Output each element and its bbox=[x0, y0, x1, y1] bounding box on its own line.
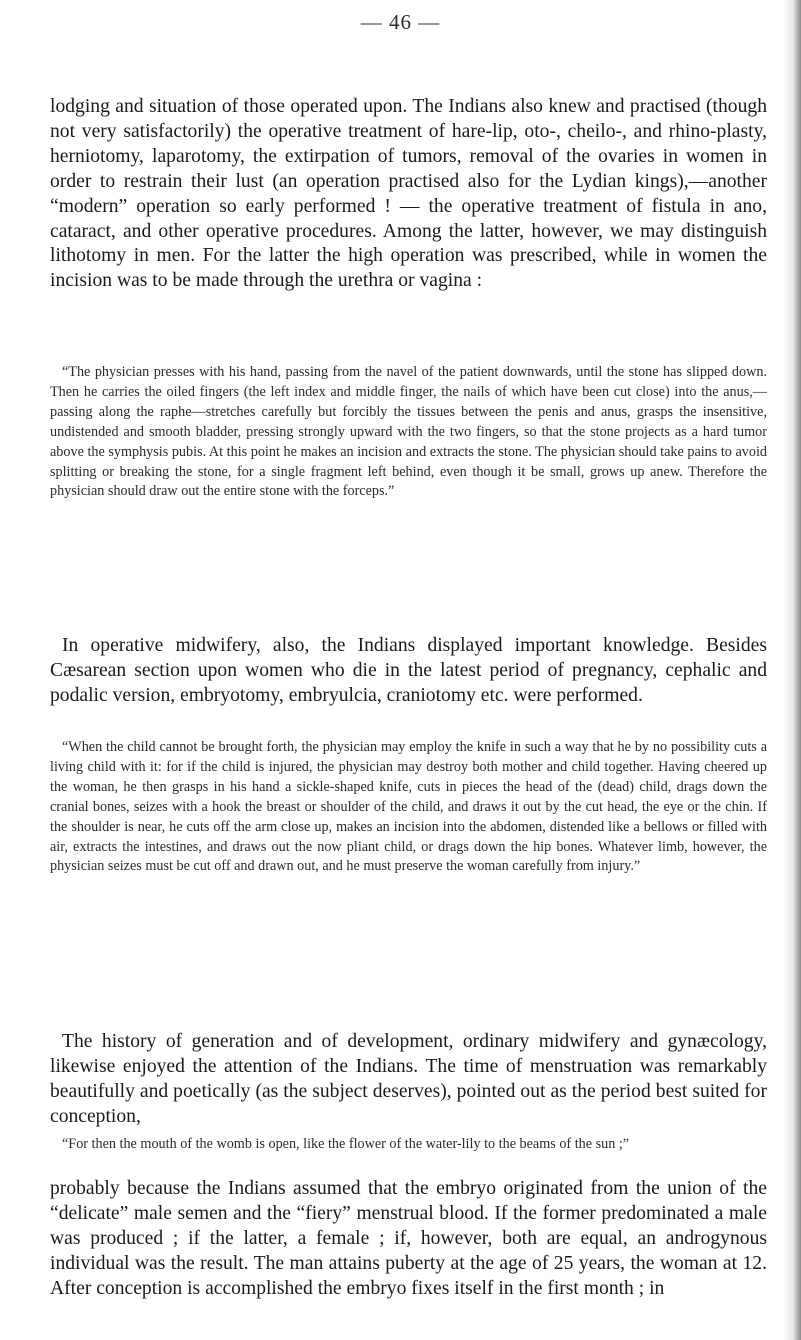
quote-lithotomy: “The physician presses with his hand, passing from the navel of the patient downwards, until the stone has slipped down. Then he carries the oiled fingers (the left index and middle finger, the nails of which have been cut close) into the anus,— passing along the raphe—stretches carefully but forcibly the tissues between the penis and anus, grasps the insensitive, undistended and smooth bladder, pressing strongly upward with the two fingers, so that the stone projects as a hard tumor above the symphysis pubis. At this point he makes an incision and extracts the stone. The physician should take pains to avoid splitting or breaking the stone, for a single fragment left behind, even though it be small, grows up anew. Therefore the physician should draw out the entire stone with the forceps.” bbox=[50, 364, 767, 500]
quote-menstruation: “For then the mouth of the womb is open, like the flower of the water-lily to the beams of the sun ;” bbox=[62, 1136, 630, 1152]
paragraph-embryo: probably because the Indians assumed that the embryo originated from the union of the “delicate” male semen and the “fiery” menstrual blood. If the former predominated a male was produced ; if the latter, a female ; if, however, both are equal, an androgynous individual was the result. The man attains puberty at the age of 25 years, the woman at 12. After conception is accomplished the embryo fixes itself in the first month ; in bbox=[50, 1178, 767, 1299]
page-number: — 46 — bbox=[360, 10, 441, 34]
paragraph-midwifery: In operative midwifery, also, the Indians displayed important knowledge. Besides Cæsarean section upon women who die in the latest period of pregnancy, cephalic and podalic version, embryotomy, embryulcia, craniotomy etc. were performed. bbox=[50, 635, 767, 706]
paragraph-surgery: lodging and situation of those operated upon. The Indians also knew and practised (though not very satisfactorily) the operative treatment of hare-lip, oto-, cheilo-, and rhino-plasty, herniotomy, laparotomy, the extirpation of tumors, removal of the ovaries in women in order to restrain their lust (an operation practised also for the Lydian kings),—another “modern” operation so early performed ! — the operative treatment of fistula in ano, cataract, and other operative procedures. Among the latter, however, we may distinguish lithotomy in men. For the latter the high operation was prescribed, while in women the incision was to be made through the urethra or vagina : bbox=[50, 96, 767, 292]
quote-embryotomy: “When the child cannot be brought forth, the physician may employ the knife in such a way that he by no possibility cuts a living child with it: for if the child is injured, the physician may destroy both mother and child together. Having cheered up the woman, he then grasps in his hand a sickle-shaped knife, cuts in pieces the head of the (dead) child, drags down the cranial bones, seizes with a hook the breast or shoulder of the child, and draws it out by the cut head, the eye or the chin. If the shoulder is near, he cuts off the arm close up, makes an incision into the abdomen, distended like a bellows or filled with air, extracts the intestines, and draws out the now pliant child, or drags down the hip bones. Whatever limb, however, the physician seizes must be cut off and drawn out, and he must preserve the woman carefully from injury.” bbox=[50, 739, 767, 875]
page-edge-shadow bbox=[783, 0, 801, 1340]
paragraph-generation: The history of generation and of development, ordinary midwifery and gynæcology, likewise enjoyed the attention of the Indians. The time of menstruation was remarkably beautifully and poetically (as the subject deserves), pointed out as the period best suited for conception, bbox=[50, 1031, 767, 1127]
